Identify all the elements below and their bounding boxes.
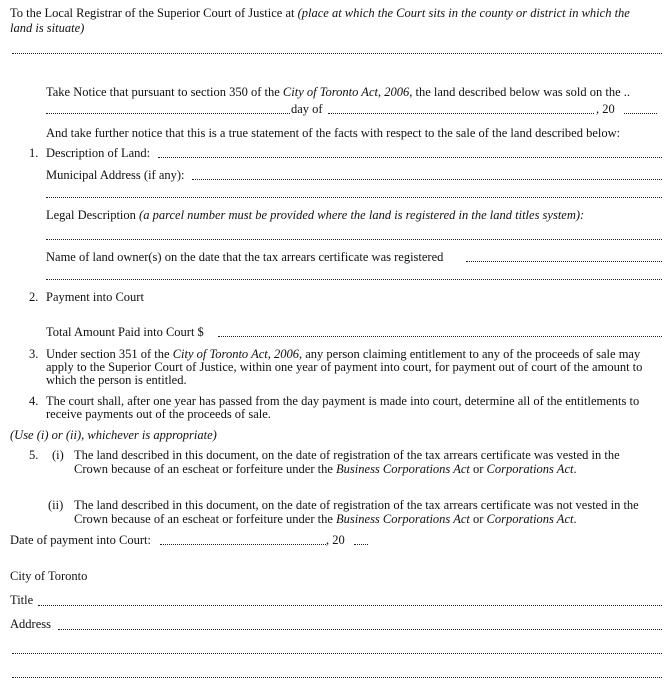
use-note: (Use (i) or (ii), whichever is appropriate) [10, 428, 217, 442]
notice-paragraph-1 [46, 85, 630, 100]
municipal-address-field[interactable] [192, 179, 662, 180]
sale-year-field[interactable] [624, 113, 657, 114]
legal-description-field[interactable] [46, 239, 662, 240]
description-label: Description of Land: [46, 146, 151, 160]
payment-into-court-label: Payment into Court [46, 290, 144, 304]
act-name: City of Toronto Act, 2006 [282, 85, 410, 99]
header-line-2: land is situate) [10, 21, 85, 35]
legal-label-italic: (a parcel number must be provided where the land is registered in the land titles system): [139, 208, 585, 222]
option-ii-act-1: Business Corporations Act [336, 512, 470, 526]
address-field[interactable] [58, 629, 662, 630]
court-location-field[interactable] [12, 53, 662, 54]
option-i-line-2 [74, 462, 577, 477]
option-i-or: or [469, 462, 487, 476]
item-5-number: 5. [29, 448, 39, 462]
municipal-address-label: Municipal Address (if any): [46, 168, 185, 182]
item-3-text-b: , any person claiming entitlement to any of the proceeds of sale may [299, 347, 641, 361]
total-amount-field[interactable] [218, 336, 662, 337]
year-prefix-label: , 20 [596, 102, 615, 116]
header-text: To the Local Registrar of the Superior Court of Justice at [10, 6, 298, 20]
option-ii-act-2: Corporations Act [486, 512, 574, 526]
municipal-address-field-2[interactable] [46, 197, 662, 198]
legal-label-text: Legal Description [46, 208, 140, 222]
item-3-line-2: apply to the Superior Court of Justice, within one year of payment into court, for payment out of court of the amount to [46, 360, 643, 374]
header-line-1 [10, 6, 630, 21]
payment-year-field[interactable] [354, 544, 368, 545]
option-i-act-1: Business Corporations Act [336, 462, 470, 476]
legal-description-label [46, 208, 584, 223]
address-field-2[interactable] [12, 653, 662, 654]
payment-year-prefix: , 20 [326, 533, 345, 547]
total-amount-label: Total Amount Paid into Court $ [46, 325, 204, 339]
item-4-line-1: The court shall, after one year has passed from the day payment is made into court, determine all of the entitlements to [46, 394, 640, 408]
owner-label: Name of land owner(s) on the date that the tax arrears certificate was registered [46, 250, 444, 264]
description-field[interactable] [158, 157, 662, 158]
option-ii-or: or [469, 512, 487, 526]
item-3-act-name: City of Toronto Act, 2006 [172, 347, 299, 361]
item-3-number: 3. [29, 347, 39, 361]
address-label: Address [10, 617, 51, 631]
option-ii-line-2 [74, 512, 577, 527]
item-3-text-a: Under section 351 of the [46, 347, 173, 361]
item-3-line-3: which the person is entitled. [46, 373, 187, 387]
option-i-act-2: Corporations Act [486, 462, 574, 476]
title-field[interactable] [38, 605, 662, 606]
owner-field-2[interactable] [46, 279, 662, 280]
item-4-number: 4. [29, 394, 39, 408]
item-4-line-2: receive payments out of the proceeds of sale. [46, 407, 271, 421]
payment-date-field[interactable] [160, 544, 326, 545]
notice-text-a: Take Notice that pursuant to section 350 of the [46, 85, 283, 99]
notice-text-b: , the land described below was sold on the .. [409, 85, 631, 99]
item-2-number: 2. [29, 290, 39, 304]
option-ii-label: (ii) [48, 498, 64, 512]
owner-field[interactable] [466, 261, 662, 262]
header-italic-text: (place at which the Court sits in the county or district in which the [297, 6, 630, 20]
option-i-text: Crown because of an escheat or forfeiture under the [74, 462, 337, 476]
day-of-label: day of [291, 102, 323, 116]
title-label: Title [10, 593, 34, 607]
option-ii-text: Crown because of an escheat or forfeiture under the [74, 512, 337, 526]
address-field-3[interactable] [12, 677, 662, 678]
option-ii-end: . [573, 512, 577, 526]
item-1-number: 1. [29, 146, 39, 160]
option-i-label: (i) [52, 448, 64, 462]
city-of-toronto: City of Toronto [10, 569, 88, 583]
sale-month-field[interactable] [328, 113, 594, 114]
sale-day-field[interactable] [46, 113, 290, 114]
notice-paragraph-2: And take further notice that this is a true statement of the facts with respect to the sale of the land described below: [46, 126, 621, 140]
option-ii-line-1: The land described in this document, on the date of registration of the tax arrears certificate was not vested in the [74, 498, 639, 512]
option-i-line-1: The land described in this document, on the date of registration of the tax arrears certificate was vested in the [74, 448, 620, 462]
option-i-end: . [573, 462, 577, 476]
date-of-payment-label: Date of payment into Court: [10, 533, 151, 547]
